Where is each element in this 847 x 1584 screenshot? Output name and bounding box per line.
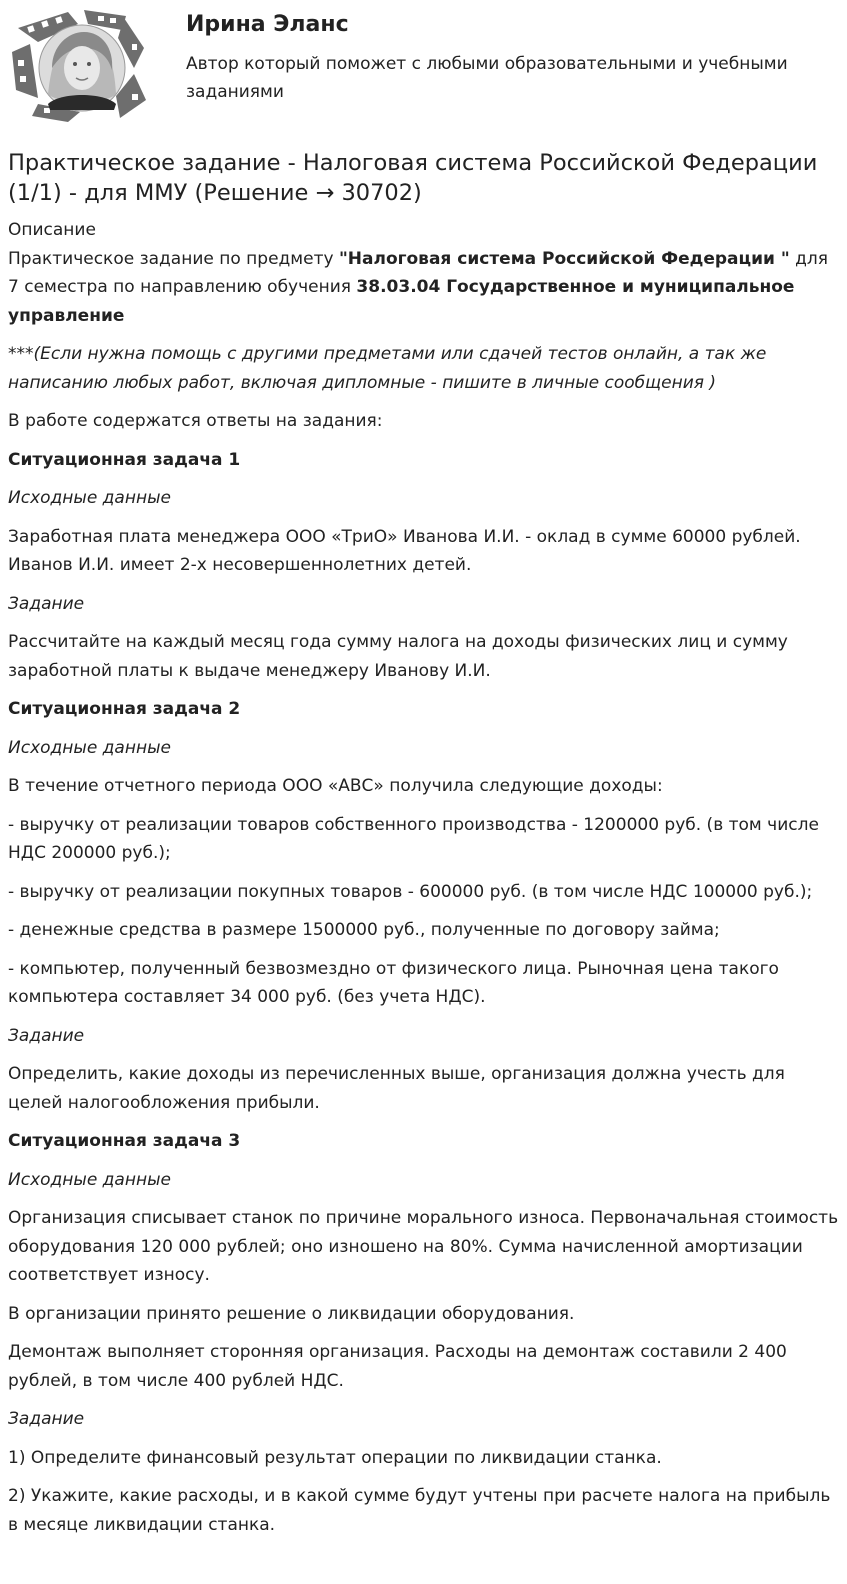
task1-task-label: Задание — [8, 593, 85, 614]
task1-input-label: Исходные данные — [8, 488, 171, 508]
task2-item-1: - выручку от реализации товаров собственного производства - 1200000 руб. (в том числе НДС 200000 руб.); — [8, 814, 819, 863]
task2-input-intro: В течение отчетного периода ООО «АВС» получила следующие доходы: — [8, 776, 663, 796]
description-label: Описание — [8, 220, 96, 240]
intro-subject: "Налоговая система Российской Федерации " — [338, 248, 790, 269]
task3-input-label: Исходные данные — [8, 1169, 171, 1190]
task2-item-3: - денежные средства в размере 1500000 руб., полученные по договору займа; — [8, 920, 720, 940]
author-header — [0, 0, 847, 132]
task3-task-item-1: 1) Определите финансовый результат операции по ликвидации станка. — [8, 1447, 662, 1468]
task2-input-label: Исходные данные — [8, 737, 171, 758]
task3-heading: Ситуационная задача 3 — [8, 1131, 241, 1151]
task2-task-label: Задание — [8, 1025, 85, 1046]
task1-task-text: Рассчитайте на каждый месяц года сумму налога на доходы физических лиц и сумму заработной платы к выдаче менеджеру Иванову И.И. — [8, 632, 788, 681]
document-body — [0, 148, 847, 1539]
task2-heading: Ситуационная задача 2 — [8, 699, 241, 719]
avatar-film-frame-image — [8, 8, 148, 124]
author-avatar[interactable] — [8, 8, 148, 124]
task1-heading: Ситуационная задача 1 — [8, 449, 241, 470]
help-note: ***(Если нужна помощь с другими предметами или сдачей тестов онлайн, а так же написанию любых работ, включая дипломные - пишите в личные сообщения ) — [8, 344, 767, 393]
contains-label: В работе содержатся ответы на задания: — [8, 411, 383, 431]
intro-program: 38.03.04 Государственное и муниципальное управление — [8, 277, 795, 326]
task3-input-text-2: В организации принято решение о ликвидации оборудования. — [8, 1303, 575, 1324]
task3-input-text-1: Организация списывает станок по причине морального износа. Первоначальная стоимость оборудования 120 000 рублей; оно изношено на 80%. Сумма начисленной амортизации соответствует износу. — [8, 1208, 839, 1285]
intro-paragraph — [8, 245, 839, 331]
intro-middle: для 7 семестра по направлению обучения — [8, 248, 828, 297]
task2-task-text: Определить, какие доходы из перечисленных выше, организация должна учесть для целей налогообложения прибыли. — [8, 1064, 785, 1113]
author-name[interactable]: Ирина Эланс — [186, 12, 349, 37]
task3-input-text-3: Демонтаж выполняет сторонняя организация. Расходы на демонтаж составили 2 400 рублей, в том числе 400 рублей НДС. — [8, 1342, 787, 1391]
task3-task-label: Задание — [8, 1409, 85, 1429]
task3-task-item-2: 2) Укажите, какие расходы, и в какой сумме будут учтены при расчете налога на прибыль в месяце ликвидации станка. — [8, 1486, 831, 1535]
task2-item-2: - выручку от реализации покупных товаров - 600000 руб. (в том числе НДС 100000 руб.); — [8, 881, 813, 902]
author-description: Автор который поможет с любыми образовательными и учебными заданиями — [186, 54, 788, 102]
intro-prefix: Практическое задание по предмету — [8, 248, 339, 269]
task1-input-text: Заработная плата менеджера ООО «ТриО» Иванова И.И. - оклад в сумме 60000 рублей. Иванов И.И. имеет 2-х несовершеннолетних детей. — [8, 526, 801, 575]
task2-item-4: - компьютер, полученный безвозмездно от физического лица. Рыночная цена такого компьютера составляет 34 000 руб. (без учета НДС). — [8, 958, 779, 1007]
document-title: Практическое задание - Налоговая система Российской Федерации (1/1) - для ММУ (Решение → 30702) — [8, 150, 818, 206]
